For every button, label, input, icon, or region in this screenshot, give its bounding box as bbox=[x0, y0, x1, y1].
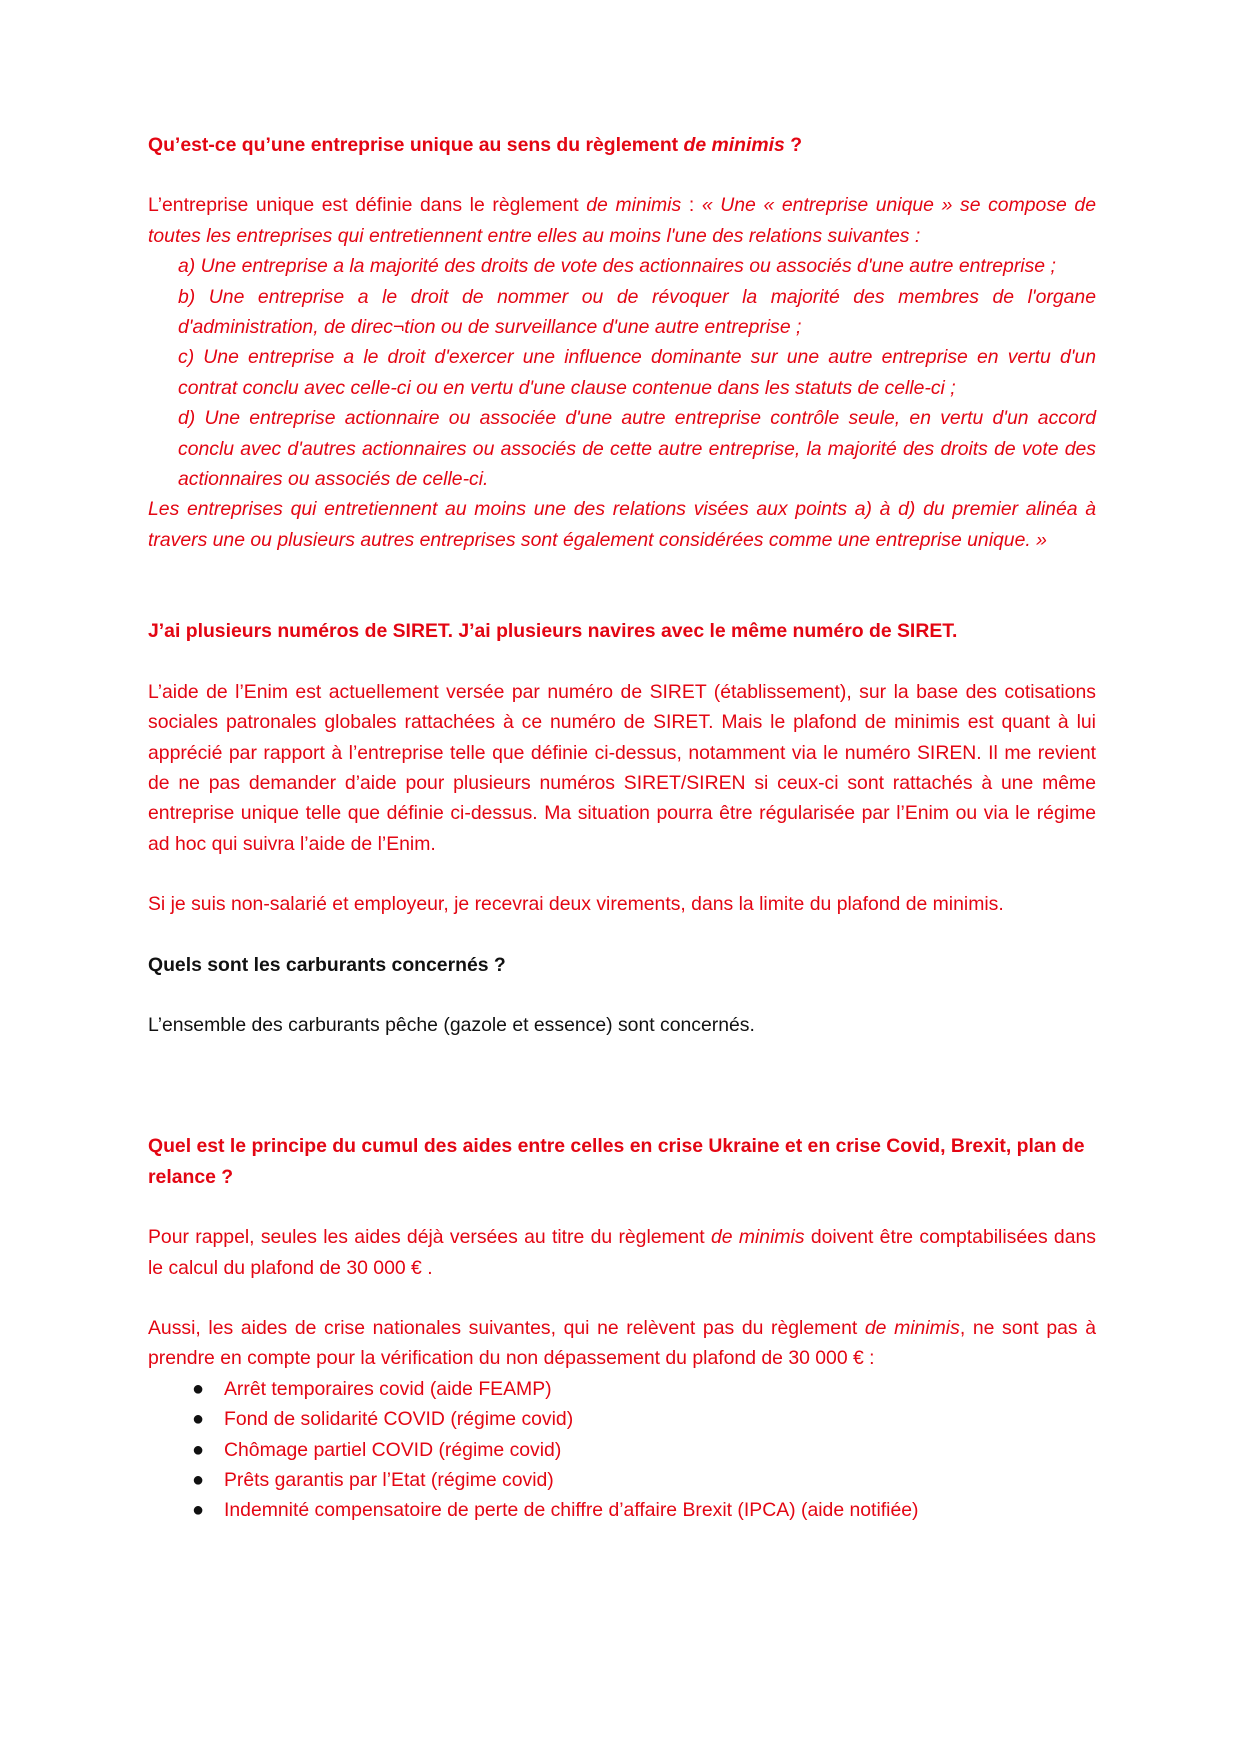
section-2-paragraph-1: L’aide de l’Enim est actuellement versée par numéro de SIRET (établissement), sur la base des cotisations sociales patronales globales rattachées à ce numéro de SIRET. Mais le plafond de minimis est quant à lui apprécié par rapport à l’entreprise telle que définie ci-dessus, notamment via le numéro SIREN. Il me revient de ne pas demander d’aide pour plusieurs numéros SIRET/SIREN si ceux-ci sont rattachés à une même entreprise unique telle que définie ci-dessus. Ma situation pourra être régularisée par l’Enim ou via le régime ad hoc qui suivra l’aide de l’Enim. bbox=[148, 680, 1096, 855]
list-item-text: Chômage partiel COVID (régime covid) bbox=[224, 1438, 562, 1461]
section-1-heading-text: Qu’est-ce qu’une entreprise unique au sens du règlement bbox=[148, 134, 684, 156]
section-4-paragraph-1 bbox=[148, 1222, 1096, 1283]
bullet-icon: ● bbox=[191, 1408, 205, 1431]
list-item-text: Fond de solidarité COVID (régime covid) bbox=[224, 1408, 574, 1431]
list-item bbox=[191, 1465, 1096, 1495]
list-item bbox=[191, 1404, 1096, 1434]
section-4-paragraph-2 bbox=[148, 1313, 1096, 1374]
list-item-text: Prêts garantis par l’Etat (régime covid) bbox=[224, 1469, 554, 1491]
section-4-paragraph-2-text: Aussi, les aides de crise nationales suivantes, qui ne relèvent pas du règlement bbox=[148, 1316, 865, 1339]
section-4-paragraph-2-italic: de minimis bbox=[864, 1316, 960, 1339]
section-2-heading: J’ai plusieurs numéros de SIRET. J’ai plusieurs navires avec le même numéro de SIRET. bbox=[148, 620, 958, 643]
section-1-intro bbox=[148, 190, 1096, 251]
section-3-heading: Quels sont les carburants concernés ? bbox=[148, 953, 506, 976]
list-item bbox=[191, 1435, 1096, 1465]
section-1-heading bbox=[148, 130, 1096, 160]
section-1-intro-italic: de minimis bbox=[586, 194, 682, 217]
list-item bbox=[191, 1495, 1096, 1525]
section-3-paragraph: L’ensemble des carburants pêche (gazole et essence) sont concernés. bbox=[148, 1013, 755, 1036]
list-item bbox=[191, 1374, 1096, 1404]
bullet-icon: ● bbox=[191, 1438, 205, 1461]
bullet-icon: ● bbox=[191, 1499, 205, 1522]
definition-closing: Les entreprises qui entretiennent au moins une des relations visées aux points a) à d) du premier alinéa à travers une ou plusieurs autres entreprises sont également considérées comme une entreprise unique. » bbox=[148, 498, 1096, 551]
section-1-heading-italic: de minimis bbox=[683, 134, 785, 156]
section-1-intro-colon: : bbox=[681, 194, 702, 217]
section-4-paragraph-2-end: , ne sont pas à prendre en compte pour la vérification du non dépassement du plafond de 30 000 € : bbox=[148, 1316, 1096, 1370]
list-item-text: Indemnité compensatoire de perte de chiffre d’affaire Brexit (IPCA) (aide notifiée) bbox=[224, 1499, 919, 1522]
section-4-paragraph-1-end: doivent être comptabilisées dans le calcul du plafond de 30 000 € . bbox=[148, 1226, 1096, 1279]
definition-item-b: b) Une entreprise a le droit de nommer ou de révoquer la majorité des membres de l'organe d'administration, de direc¬tion ou de surveillance d'une autre entreprise ; bbox=[178, 285, 1096, 339]
bullet-icon: ● bbox=[191, 1377, 205, 1400]
section-2-paragraph-2: Si je suis non-salarié et employeur, je recevrai deux virements, dans la limite du plafond de minimis. bbox=[148, 893, 1004, 916]
section-1-intro-quote: « Une « entreprise unique » se compose de toutes les entreprises qui entretiennent entre elles au moins l'une des relations suivantes : bbox=[148, 194, 1096, 247]
section-4-heading: Quel est le principe du cumul des aides entre celles en crise Ukraine et en crise Covid, Brexit, plan de relance ? bbox=[148, 1135, 1085, 1188]
crisis-aid-list bbox=[148, 1374, 1096, 1526]
section-4-paragraph-1-text: Pour rappel, seules les aides déjà versées au titre du règlement bbox=[148, 1226, 711, 1249]
section-1-intro-text: L’entreprise unique est définie dans le règlement bbox=[148, 194, 587, 217]
definition-item-c: c) Une entreprise a le droit d'exercer une influence dominante sur une autre entreprise en vertu d'un contrat conclu avec celle-ci ou en vertu d'une clause contenue dans les statuts de celle-ci ; bbox=[178, 346, 1096, 399]
bullet-icon: ● bbox=[191, 1469, 205, 1491]
document-page bbox=[148, 130, 1096, 1526]
list-item-text: Arrêt temporaires covid (aide FEAMP) bbox=[224, 1377, 552, 1400]
section-1-heading-end: ? bbox=[784, 134, 803, 156]
definition-item-d: d) Une entreprise actionnaire ou associée d'une autre entreprise contrôle seule, en vertu d'un accord conclu avec d'autres actionnaires ou associés de cette autre entreprise, la majorité des droits de vote des actionnaires ou associés de celle-ci. bbox=[178, 407, 1096, 491]
section-4-paragraph-1-italic: de minimis bbox=[710, 1226, 805, 1249]
definition-item-a: a) Une entreprise a la majorité des droits de vote des actionnaires ou associés d'une autre entreprise ; bbox=[178, 255, 1056, 278]
